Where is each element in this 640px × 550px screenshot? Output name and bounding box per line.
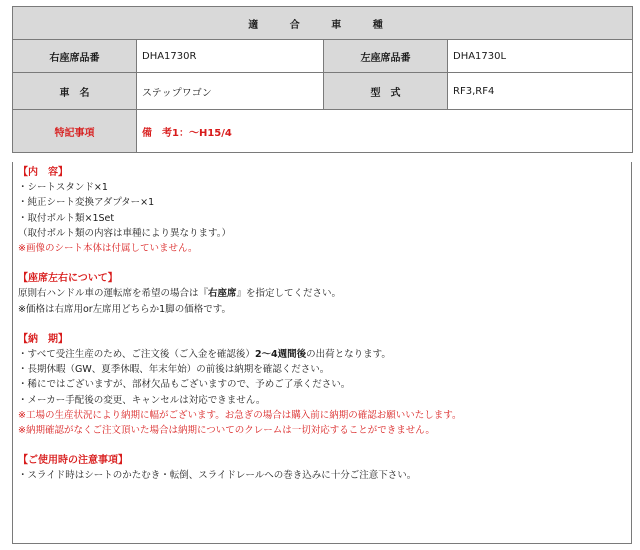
car-name-label: 車 名 <box>13 73 137 110</box>
delivery-item <box>18 347 626 362</box>
contents-item: ・シートスタンド×1 <box>18 182 108 194</box>
seat-side-heading: 【座席左右について】 <box>18 273 118 285</box>
contents-heading: 【内 容】 <box>18 167 68 178</box>
car-name-value: ステップワゴン <box>137 73 324 110</box>
model-code-value: RF3,RF4 <box>448 73 633 110</box>
left-seat-part-label: 左座席品番 <box>324 40 448 73</box>
compatibility-table <box>12 6 633 153</box>
delivery-item: ・長期休暇（GW、夏季休暇、年末年始）の前後は納期を確認ください。 <box>18 364 330 376</box>
text-segment: 原則右ハンドル車の運転席を希望の場合は『 <box>18 288 209 300</box>
table-title: 適 合 車 種 <box>13 7 633 40</box>
text-segment: 』を指定してください。 <box>236 288 342 300</box>
special-notes-label: 特記事項 <box>13 110 137 153</box>
seat-side-instruction <box>18 286 626 301</box>
model-code-label: 型 式 <box>324 73 448 110</box>
right-seat-part-label: 右座席品番 <box>13 40 137 73</box>
delivery-warning: ※工場の生産状況により納期に幅がございます。お急ぎの場合は購入前に納期の確認お願いいたします。 <box>18 409 462 421</box>
contents-note: （取付ボルト類の内容は車種により異なります。） <box>18 227 231 239</box>
delivery-item: ・稀にではございますが、部材欠品もございますので、予めご了承ください。 <box>18 379 351 391</box>
text-segment: ・すべて受注生産のため、ご注文後（ご入金を確認後） <box>18 349 255 361</box>
special-notes-value: 備 考1：～H15/4 <box>137 110 633 153</box>
usage-caution: ・スライド時はシートのかたむき・転倒、スライドレールへの巻き込みに十分ご注意下さい。 <box>18 470 417 482</box>
contents-item: ・取付ボルト類×1Set <box>18 212 115 224</box>
emphasis-text: 右座席 <box>208 288 237 300</box>
usage-heading: 【ご使用時の注意事項】 <box>18 455 128 467</box>
details-box <box>12 162 632 544</box>
table-row <box>13 73 633 110</box>
text-segment: の出荷となります。 <box>306 349 391 361</box>
delivery-warning: ※納期確認がなくご注文頂いた場合は納期についてのクレームは一切対応することができません。 <box>18 425 435 437</box>
contents-item: ・純正シート変換アダプター×1 <box>18 197 155 209</box>
emphasis-text: 2～4週間後 <box>254 349 307 361</box>
seat-side-price-note: ※価格は右席用or左席用どちらか1脚の価格です。 <box>18 303 231 315</box>
table-row <box>13 40 633 73</box>
right-seat-part-value: DHA1730R <box>137 40 324 73</box>
delivery-item: ・メーカー手配後の変更、キャンセルは対応できません。 <box>18 394 266 406</box>
delivery-heading: 【納 期】 <box>18 333 68 345</box>
contents-warning: ※画像のシート本体は付属していません。 <box>18 243 198 255</box>
table-row <box>13 110 633 153</box>
left-seat-part-value: DHA1730L <box>448 40 633 73</box>
